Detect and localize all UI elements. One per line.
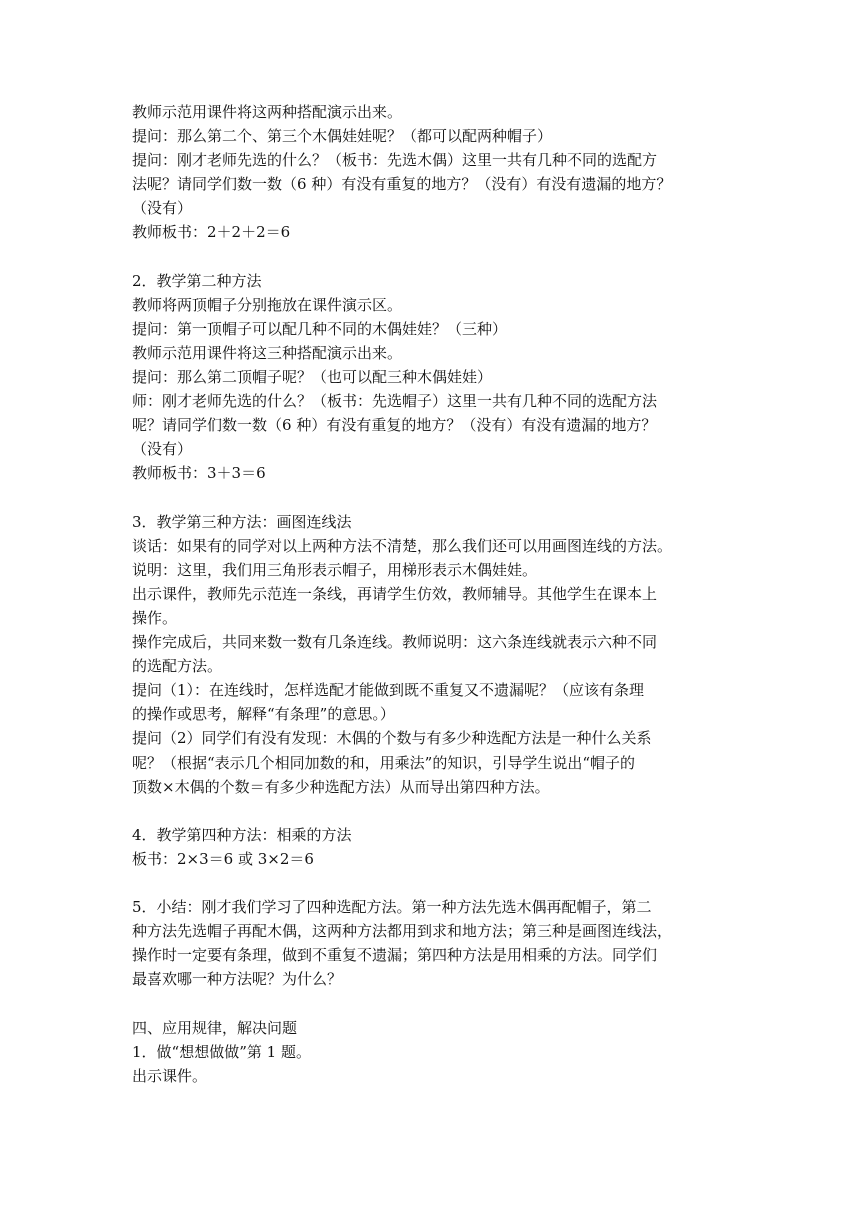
- text-section: [132, 269, 732, 486]
- text-section: [132, 895, 732, 991]
- paragraph-gap: [132, 871, 732, 895]
- text-line: 顶数×木偶的个数＝有多少种选配方法）从而导出第四种方法。: [132, 777, 550, 796]
- text-line: 2．教学第二种方法: [132, 271, 262, 290]
- text-line: 提问：第一顶帽子可以配几种不同的木偶娃娃？（三种）: [132, 319, 508, 338]
- paragraph-gap: [132, 245, 732, 269]
- text-line: 出示课件，教师先示范连一条线，再请学生仿效，教师辅导。其他学生在课本上: [132, 584, 658, 603]
- text-line: 谈话：如果有的同学对以上两种方法不清楚，那么我们还可以用画图连线的方法。: [132, 536, 673, 555]
- text-line: 3．教学第三种方法：画图连线法: [132, 512, 352, 531]
- text-line: 操作完成后，共同来数一数有几条连线。教师说明：这六条连线就表示六种不同: [132, 633, 658, 652]
- text-line: 教师板书：2＋2＋2＝6: [132, 223, 291, 242]
- text-line: 教师将两顶帽子分别拖放在课件演示区。: [132, 295, 403, 314]
- text-line: 提问：那么第二顶帽子呢？（也可以配三种木偶娃娃）: [132, 368, 493, 387]
- text-line: 师：刚才老师先选的什么？（板书：先选帽子）这里一共有几种不同的选配方法: [132, 392, 658, 411]
- text-line: 教师示范用课件将这三种搭配演示出来。: [132, 343, 403, 362]
- text-line: 5．小结：刚才我们学习了四种选配方法。第一种方法先选木偶再配帽子，第二: [132, 898, 652, 917]
- document-body: [132, 100, 732, 1088]
- text-line: 提问：那么第二个、第三个木偶娃娃呢？（都可以配两种帽子）: [132, 127, 553, 146]
- text-line: 提问：刚才老师先选的什么？（板书：先选木偶）这里一共有几种不同的选配方: [132, 151, 658, 170]
- paragraph-gap: [132, 799, 732, 823]
- text-line: 种方法先选帽子再配木偶，这两种方法都用到求和地方法；第三种是画图连线法，: [132, 922, 673, 941]
- text-line: 提问（2）同学们有没有发现：木偶的个数与有多少种选配方法是一种什么关系: [132, 729, 652, 748]
- text-line: 教师示范用课件将这两种搭配演示出来。: [132, 103, 403, 121]
- text-line: 4．教学第四种方法：相乘的方法: [132, 825, 352, 844]
- text-line: 操作。: [132, 608, 178, 627]
- text-section: [132, 1016, 732, 1088]
- paragraph-gap: [132, 486, 732, 510]
- text-section: [132, 823, 732, 871]
- text-line: 操作时一定要有条理，做到不重复不遗漏；第四种方法是用相乘的方法。同学们: [132, 946, 658, 965]
- text-line: 出示课件。: [132, 1066, 208, 1085]
- text-section: [132, 100, 732, 245]
- text-section: [132, 510, 732, 799]
- text-line: （没有）: [132, 199, 193, 218]
- text-line: 的选配方法。: [132, 657, 223, 676]
- text-line: 最喜欢哪一种方法呢？为什么？: [132, 970, 343, 989]
- text-line: 法呢？请同学们数一数（6 种）有没有重复的地方？（没有）有没有遗漏的地方？: [132, 175, 672, 194]
- text-line: 呢？请同学们数一数（6 种）有没有重复的地方？（没有）有没有遗漏的地方？: [132, 416, 657, 435]
- text-line: 四、应用规律，解决问题: [132, 1018, 298, 1037]
- text-line: 1．做“想想做做”第 1 题。: [132, 1042, 311, 1061]
- paragraph-gap: [132, 991, 732, 1015]
- text-line: 的操作或思考，解释“有条理”的意思。）: [132, 705, 395, 724]
- text-line: 提问（1）：在连线时，怎样选配才能做到既不重复又不遗漏呢？（应该有条理: [132, 681, 645, 700]
- text-line: 呢？（根据“表示几个相同加数的和，用乘法”的知识，引导学生说出“帽子的: [132, 753, 636, 772]
- text-line: （没有）: [132, 440, 193, 459]
- text-line: 说明：这里，我们用三角形表示帽子，用梯形表示木偶娃娃。: [132, 560, 538, 579]
- text-line: 板书：2×3＝6 或 3×2＝6: [132, 849, 314, 868]
- text-line: 教师板书：3＋3＝6: [132, 464, 266, 483]
